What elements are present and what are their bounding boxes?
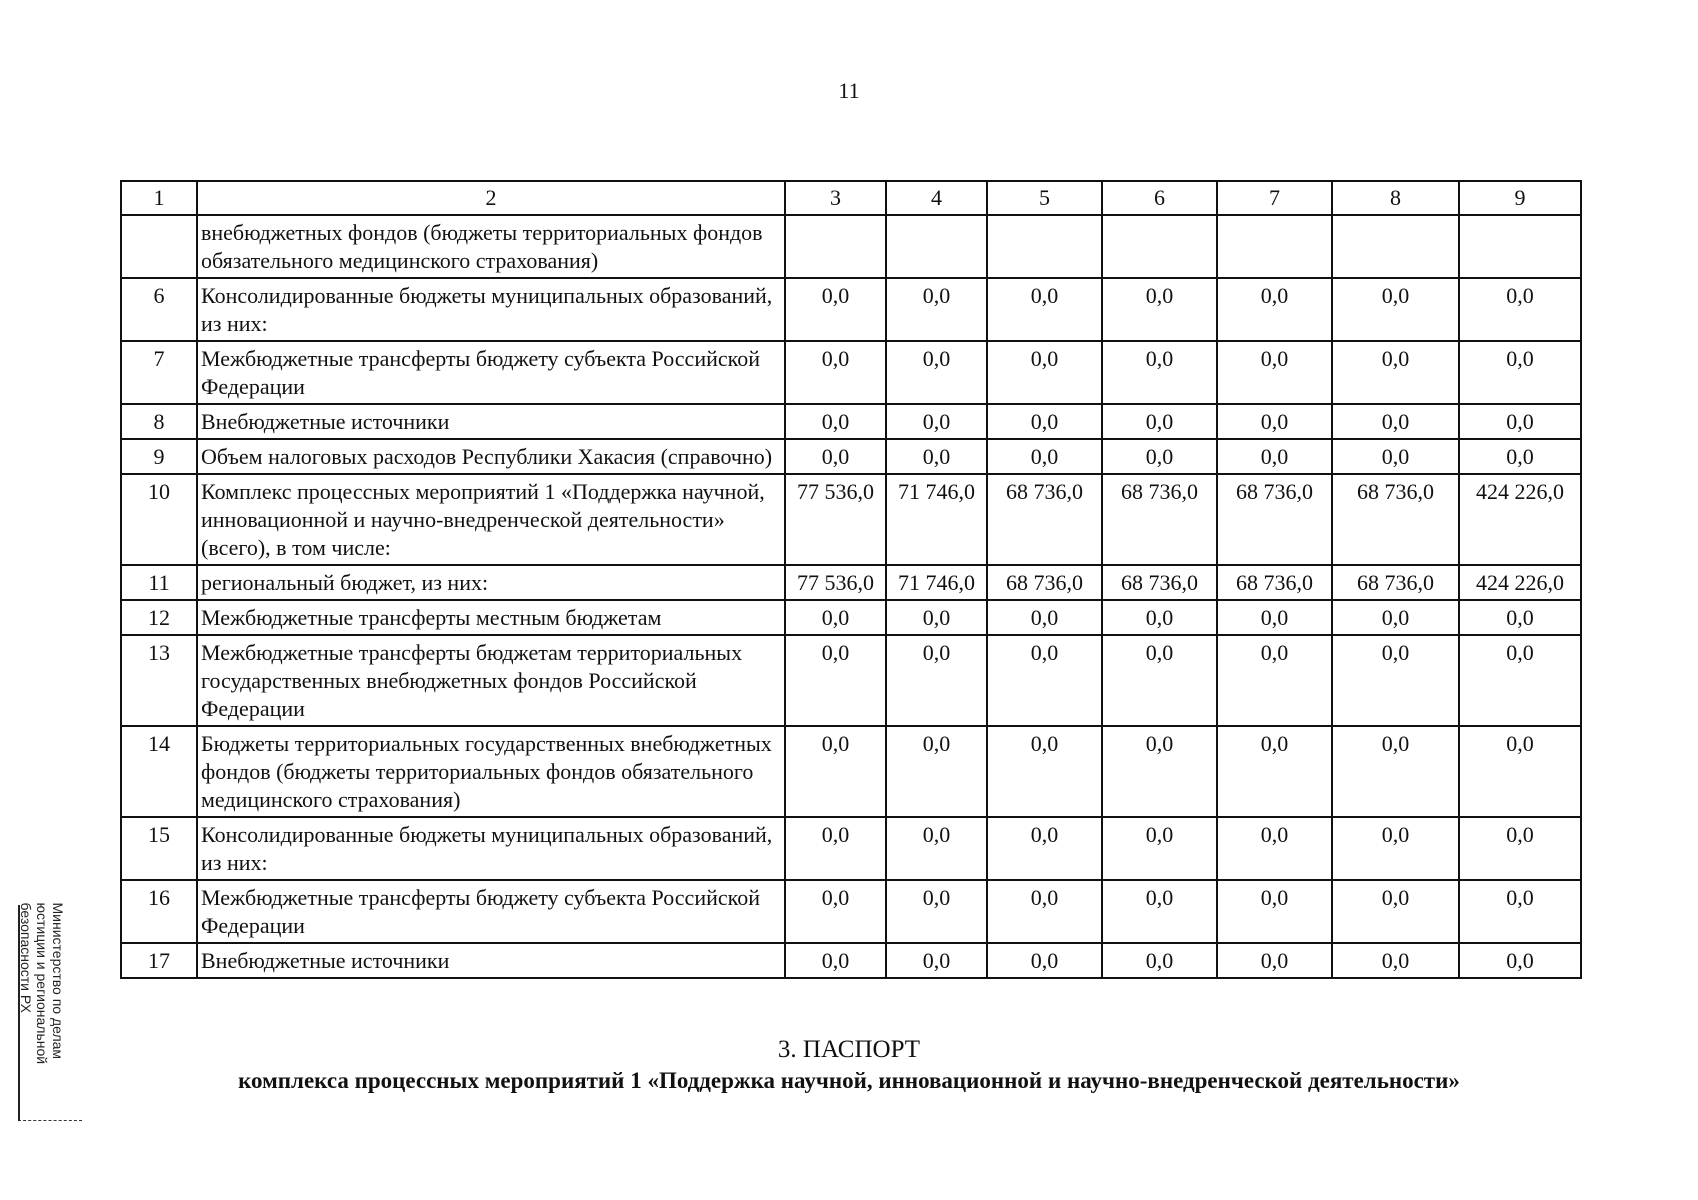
table-row — [121, 404, 1581, 439]
value-cell: 0,0 — [1459, 278, 1581, 341]
value-cell: 0,0 — [886, 880, 987, 943]
table-row — [121, 943, 1581, 978]
value-cell: 0,0 — [1332, 439, 1459, 474]
value-cell: 71 746,0 — [886, 474, 987, 565]
row-description: Консолидированные бюджеты муниципальных образований, из них: — [197, 817, 785, 880]
value-cell: 0,0 — [987, 726, 1102, 817]
value-cell: 0,0 — [1217, 404, 1332, 439]
table-row — [121, 215, 1581, 278]
value-cell — [886, 215, 987, 278]
value-cell: 0,0 — [886, 278, 987, 341]
value-cell: 0,0 — [886, 439, 987, 474]
value-cell: 424 226,0 — [1459, 565, 1581, 600]
row-number: 15 — [121, 817, 197, 880]
value-cell: 0,0 — [886, 600, 987, 635]
value-cell: 0,0 — [1217, 817, 1332, 880]
value-cell: 0,0 — [1102, 404, 1217, 439]
value-cell: 0,0 — [1459, 817, 1581, 880]
row-number: 16 — [121, 880, 197, 943]
value-cell — [785, 215, 886, 278]
row-description: Межбюджетные трансферты местным бюджетам — [197, 600, 785, 635]
value-cell: 0,0 — [785, 726, 886, 817]
row-description: Объем налоговых расходов Республики Хакасия (справочно) — [197, 439, 785, 474]
value-cell: 0,0 — [1459, 404, 1581, 439]
value-cell: 0,0 — [1102, 600, 1217, 635]
table-header-row — [121, 181, 1581, 215]
value-cell: 0,0 — [785, 635, 886, 726]
header-cell: 4 — [886, 181, 987, 215]
value-cell: 0,0 — [987, 404, 1102, 439]
row-description: Внебюджетные источники — [197, 943, 785, 978]
row-number: 8 — [121, 404, 197, 439]
value-cell: 0,0 — [1459, 341, 1581, 404]
value-cell: 0,0 — [987, 880, 1102, 943]
value-cell: 0,0 — [1102, 439, 1217, 474]
row-description: Внебюджетные источники — [197, 404, 785, 439]
value-cell: 0,0 — [1217, 439, 1332, 474]
value-cell: 0,0 — [1217, 943, 1332, 978]
value-cell: 0,0 — [1459, 726, 1581, 817]
value-cell — [987, 215, 1102, 278]
value-cell: 0,0 — [1332, 404, 1459, 439]
value-cell: 0,0 — [987, 600, 1102, 635]
value-cell: 0,0 — [987, 635, 1102, 726]
page-number: 11 — [838, 78, 860, 103]
header-cell: 8 — [1332, 181, 1459, 215]
value-cell: 0,0 — [785, 943, 886, 978]
value-cell: 68 736,0 — [1217, 565, 1332, 600]
row-description: Межбюджетные трансферты бюджетам территориальных государственных внебюджетных фондов Российской Федерации — [197, 635, 785, 726]
row-number: 11 — [121, 565, 197, 600]
value-cell: 0,0 — [1102, 341, 1217, 404]
value-cell: 68 736,0 — [1217, 474, 1332, 565]
value-cell: 0,0 — [1332, 943, 1459, 978]
header-cell: 3 — [785, 181, 886, 215]
value-cell: 0,0 — [1459, 635, 1581, 726]
value-cell: 0,0 — [1102, 278, 1217, 341]
value-cell: 0,0 — [785, 439, 886, 474]
row-description: Межбюджетные трансферты бюджету субъекта Российской Федерации — [197, 341, 785, 404]
header-cell: 7 — [1217, 181, 1332, 215]
row-number: 13 — [121, 635, 197, 726]
header-cell: 1 — [121, 181, 197, 215]
table-row — [121, 565, 1581, 600]
value-cell: 68 736,0 — [1102, 565, 1217, 600]
value-cell: 0,0 — [886, 817, 987, 880]
value-cell: 0,0 — [1217, 341, 1332, 404]
row-number — [121, 215, 197, 278]
value-cell: 0,0 — [785, 880, 886, 943]
table-row — [121, 726, 1581, 817]
value-cell: 71 746,0 — [886, 565, 987, 600]
value-cell: 0,0 — [1332, 341, 1459, 404]
value-cell — [1332, 215, 1459, 278]
value-cell: 0,0 — [785, 600, 886, 635]
row-description: Межбюджетные трансферты бюджету субъекта Российской Федерации — [197, 880, 785, 943]
table-row — [121, 600, 1581, 635]
value-cell: 0,0 — [785, 404, 886, 439]
table-row — [121, 474, 1581, 565]
value-cell: 0,0 — [1459, 943, 1581, 978]
value-cell: 0,0 — [1102, 635, 1217, 726]
row-description: Бюджеты территориальных государственных внебюджетных фондов (бюджеты территориальных фондов обязательного медицинского страхования) — [197, 726, 785, 817]
row-description: Комплекс процессных мероприятий 1 «Поддержка научной, инновационной и научно-внедренческой деятельности» (всего), в том числе: — [197, 474, 785, 565]
stamp-text: Министерство по делам юстиции и региональной безопасности РХ — [18, 902, 66, 1065]
value-cell — [1102, 215, 1217, 278]
table-row — [121, 341, 1581, 404]
value-cell: 0,0 — [1102, 726, 1217, 817]
value-cell: 0,0 — [987, 943, 1102, 978]
value-cell: 0,0 — [1459, 600, 1581, 635]
value-cell: 0,0 — [1332, 817, 1459, 880]
table-row — [121, 817, 1581, 880]
section-title: 3. ПАСПОРТ — [777, 1036, 921, 1063]
row-description: внебюджетных фондов (бюджеты территориальных фондов обязательного медицинского страхования) — [197, 215, 785, 278]
value-cell: 0,0 — [987, 439, 1102, 474]
value-cell: 77 536,0 — [785, 474, 886, 565]
value-cell — [1217, 215, 1332, 278]
value-cell: 0,0 — [886, 943, 987, 978]
value-cell: 0,0 — [1217, 278, 1332, 341]
row-number: 7 — [121, 341, 197, 404]
row-description: региональный бюджет, из них: — [197, 565, 785, 600]
table-row — [121, 635, 1581, 726]
value-cell: 0,0 — [1332, 726, 1459, 817]
value-cell: 0,0 — [785, 817, 886, 880]
value-cell: 0,0 — [1102, 943, 1217, 978]
row-number: 9 — [121, 439, 197, 474]
header-cell: 5 — [987, 181, 1102, 215]
value-cell: 0,0 — [785, 341, 886, 404]
value-cell: 0,0 — [987, 278, 1102, 341]
value-cell: 68 736,0 — [1102, 474, 1217, 565]
row-number: 17 — [121, 943, 197, 978]
table-row — [121, 880, 1581, 943]
row-number: 10 — [121, 474, 197, 565]
value-cell: 0,0 — [1332, 880, 1459, 943]
budget-table — [120, 180, 1582, 979]
value-cell: 0,0 — [1459, 439, 1581, 474]
table-row — [121, 278, 1581, 341]
value-cell: 0,0 — [987, 341, 1102, 404]
table-body — [121, 215, 1581, 978]
header-cell: 9 — [1459, 181, 1581, 215]
value-cell: 0,0 — [886, 726, 987, 817]
value-cell: 0,0 — [1217, 635, 1332, 726]
row-number: 14 — [121, 726, 197, 817]
value-cell: 0,0 — [987, 817, 1102, 880]
value-cell: 0,0 — [1459, 880, 1581, 943]
value-cell: 0,0 — [1217, 880, 1332, 943]
row-number: 12 — [121, 600, 197, 635]
table-row — [121, 439, 1581, 474]
row-number: 6 — [121, 278, 197, 341]
value-cell: 0,0 — [886, 635, 987, 726]
value-cell: 0,0 — [1102, 817, 1217, 880]
value-cell — [1459, 215, 1581, 278]
value-cell: 0,0 — [1217, 726, 1332, 817]
value-cell: 0,0 — [1332, 635, 1459, 726]
value-cell: 0,0 — [785, 278, 886, 341]
header-cell: 6 — [1102, 181, 1217, 215]
value-cell: 77 536,0 — [785, 565, 886, 600]
value-cell: 0,0 — [886, 341, 987, 404]
section-subtitle: комплекса процессных мероприятий 1 «Поддержка научной, инновационной и научно-внедренческой деятельности» — [238, 1068, 1460, 1093]
value-cell: 0,0 — [1332, 600, 1459, 635]
value-cell: 68 736,0 — [987, 474, 1102, 565]
value-cell: 0,0 — [1217, 600, 1332, 635]
value-cell: 68 736,0 — [987, 565, 1102, 600]
header-cell: 2 — [197, 181, 785, 215]
value-cell: 0,0 — [1102, 880, 1217, 943]
value-cell: 424 226,0 — [1459, 474, 1581, 565]
value-cell: 68 736,0 — [1332, 474, 1459, 565]
value-cell: 0,0 — [886, 404, 987, 439]
row-description: Консолидированные бюджеты муниципальных образований, из них: — [197, 278, 785, 341]
value-cell: 68 736,0 — [1332, 565, 1459, 600]
value-cell: 0,0 — [1332, 278, 1459, 341]
